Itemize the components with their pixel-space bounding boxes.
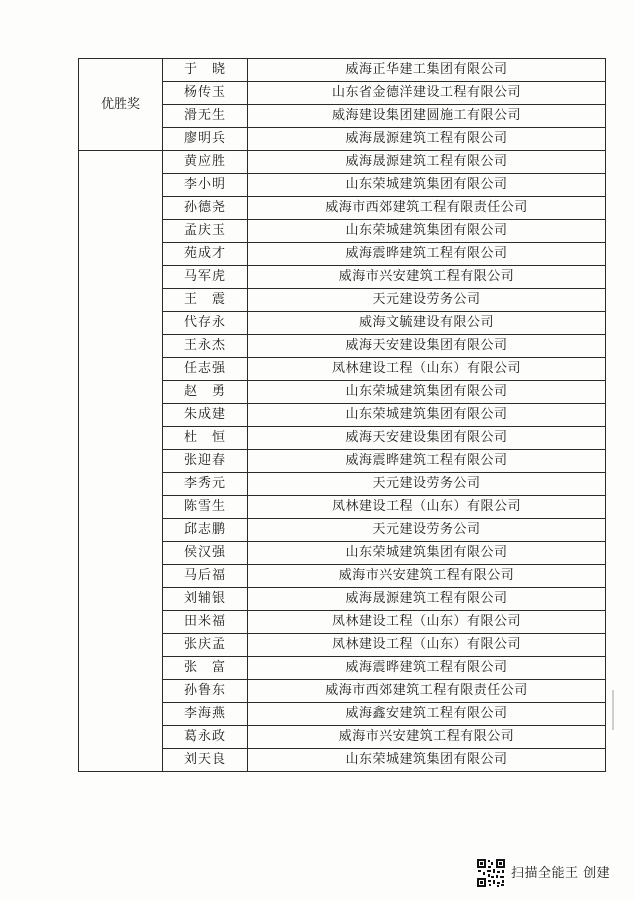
company-cell: 山东荣城建筑集团有限公司 bbox=[248, 542, 606, 565]
qr-code-icon bbox=[476, 858, 506, 888]
company-cell: 威海建设集团建圆施工有限公司 bbox=[248, 105, 606, 128]
winner-name-cell: 侯汉强 bbox=[163, 542, 248, 565]
winner-name-cell: 孟庆玉 bbox=[163, 220, 248, 243]
winner-name-cell: 王永杰 bbox=[163, 335, 248, 358]
company-cell: 凤林建设工程（山东）有限公司 bbox=[248, 496, 606, 519]
winner-name-cell: 朱成建 bbox=[163, 404, 248, 427]
winner-name-cell: 刘辅银 bbox=[163, 588, 248, 611]
company-cell: 山东荣城建筑集团有限公司 bbox=[248, 404, 606, 427]
winner-name-cell: 孙德尧 bbox=[163, 197, 248, 220]
winner-name-cell: 马军虎 bbox=[163, 266, 248, 289]
winner-name-cell: 张 富 bbox=[163, 657, 248, 680]
company-cell: 威海震晔建筑工程有限公司 bbox=[248, 243, 606, 266]
winner-name-cell: 廖明兵 bbox=[163, 128, 248, 151]
winner-name-cell: 代存永 bbox=[163, 312, 248, 335]
company-cell: 天元建设劳务公司 bbox=[248, 519, 606, 542]
company-cell: 山东荣城建筑集团有限公司 bbox=[248, 749, 606, 772]
winner-name-cell: 孙鲁东 bbox=[163, 680, 248, 703]
winner-name-cell: 邱志鹏 bbox=[163, 519, 248, 542]
award-category-cell: 优胜奖 bbox=[79, 59, 163, 151]
winner-name-cell: 李小明 bbox=[163, 174, 248, 197]
winner-name-cell: 田米福 bbox=[163, 611, 248, 634]
winner-name-cell: 任志强 bbox=[163, 358, 248, 381]
company-cell: 威海天安建设集团有限公司 bbox=[248, 335, 606, 358]
company-cell: 威海天安建设集团有限公司 bbox=[248, 427, 606, 450]
company-cell: 凤林建设工程（山东）有限公司 bbox=[248, 611, 606, 634]
company-cell: 天元建设劳务公司 bbox=[248, 289, 606, 312]
winner-name-cell: 李秀元 bbox=[163, 473, 248, 496]
winner-name-cell: 王 震 bbox=[163, 289, 248, 312]
award-table-body bbox=[79, 59, 606, 772]
winner-name-cell: 于 晓 bbox=[163, 59, 248, 82]
company-cell: 山东省金德洋建设工程有限公司 bbox=[248, 82, 606, 105]
company-cell: 山东荣城建筑集团有限公司 bbox=[248, 220, 606, 243]
winner-name-cell: 杨传玉 bbox=[163, 82, 248, 105]
table-row bbox=[79, 59, 606, 82]
company-cell: 威海市西郊建筑工程有限责任公司 bbox=[248, 197, 606, 220]
company-cell: 凤林建设工程（山东）有限公司 bbox=[248, 634, 606, 657]
winner-name-cell: 刘天良 bbox=[163, 749, 248, 772]
table-row bbox=[79, 151, 606, 174]
company-cell: 威海市兴安建筑工程有限公司 bbox=[248, 726, 606, 749]
company-cell: 威海正华建工集团有限公司 bbox=[248, 59, 606, 82]
winner-name-cell: 黄应胜 bbox=[163, 151, 248, 174]
winner-name-cell: 李海燕 bbox=[163, 703, 248, 726]
company-cell: 山东荣城建筑集团有限公司 bbox=[248, 174, 606, 197]
winner-name-cell: 苑成才 bbox=[163, 243, 248, 266]
winner-name-cell: 杜 恒 bbox=[163, 427, 248, 450]
company-cell: 威海文毓建设有限公司 bbox=[248, 312, 606, 335]
company-cell: 山东荣城建筑集团有限公司 bbox=[248, 381, 606, 404]
company-cell: 威海市兴安建筑工程有限公司 bbox=[248, 565, 606, 588]
winner-name-cell: 葛永政 bbox=[163, 726, 248, 749]
company-cell: 凤林建设工程（山东）有限公司 bbox=[248, 358, 606, 381]
company-cell: 威海震晔建筑工程有限公司 bbox=[248, 657, 606, 680]
company-cell: 威海鑫安建筑工程有限公司 bbox=[248, 703, 606, 726]
company-cell: 威海晟源建筑工程有限公司 bbox=[248, 151, 606, 174]
scan-edge-mark bbox=[612, 690, 614, 730]
company-cell: 威海震晔建筑工程有限公司 bbox=[248, 450, 606, 473]
scan-watermark-text: 扫描全能王 创建 bbox=[511, 866, 611, 881]
winner-name-cell: 滑无生 bbox=[163, 105, 248, 128]
winner-name-cell: 张庆孟 bbox=[163, 634, 248, 657]
winner-name-cell: 陈雪生 bbox=[163, 496, 248, 519]
winner-name-cell: 马后福 bbox=[163, 565, 248, 588]
company-cell: 威海市西郊建筑工程有限责任公司 bbox=[248, 680, 606, 703]
award-table bbox=[78, 58, 606, 772]
company-cell: 威海晟源建筑工程有限公司 bbox=[248, 128, 606, 151]
company-cell: 天元建设劳务公司 bbox=[248, 473, 606, 496]
winner-name-cell: 赵 勇 bbox=[163, 381, 248, 404]
company-cell: 威海市兴安建筑工程有限公司 bbox=[248, 266, 606, 289]
company-cell: 威海晟源建筑工程有限公司 bbox=[248, 588, 606, 611]
award-category-cell-continued bbox=[79, 151, 163, 772]
winner-name-cell: 张迎春 bbox=[163, 450, 248, 473]
